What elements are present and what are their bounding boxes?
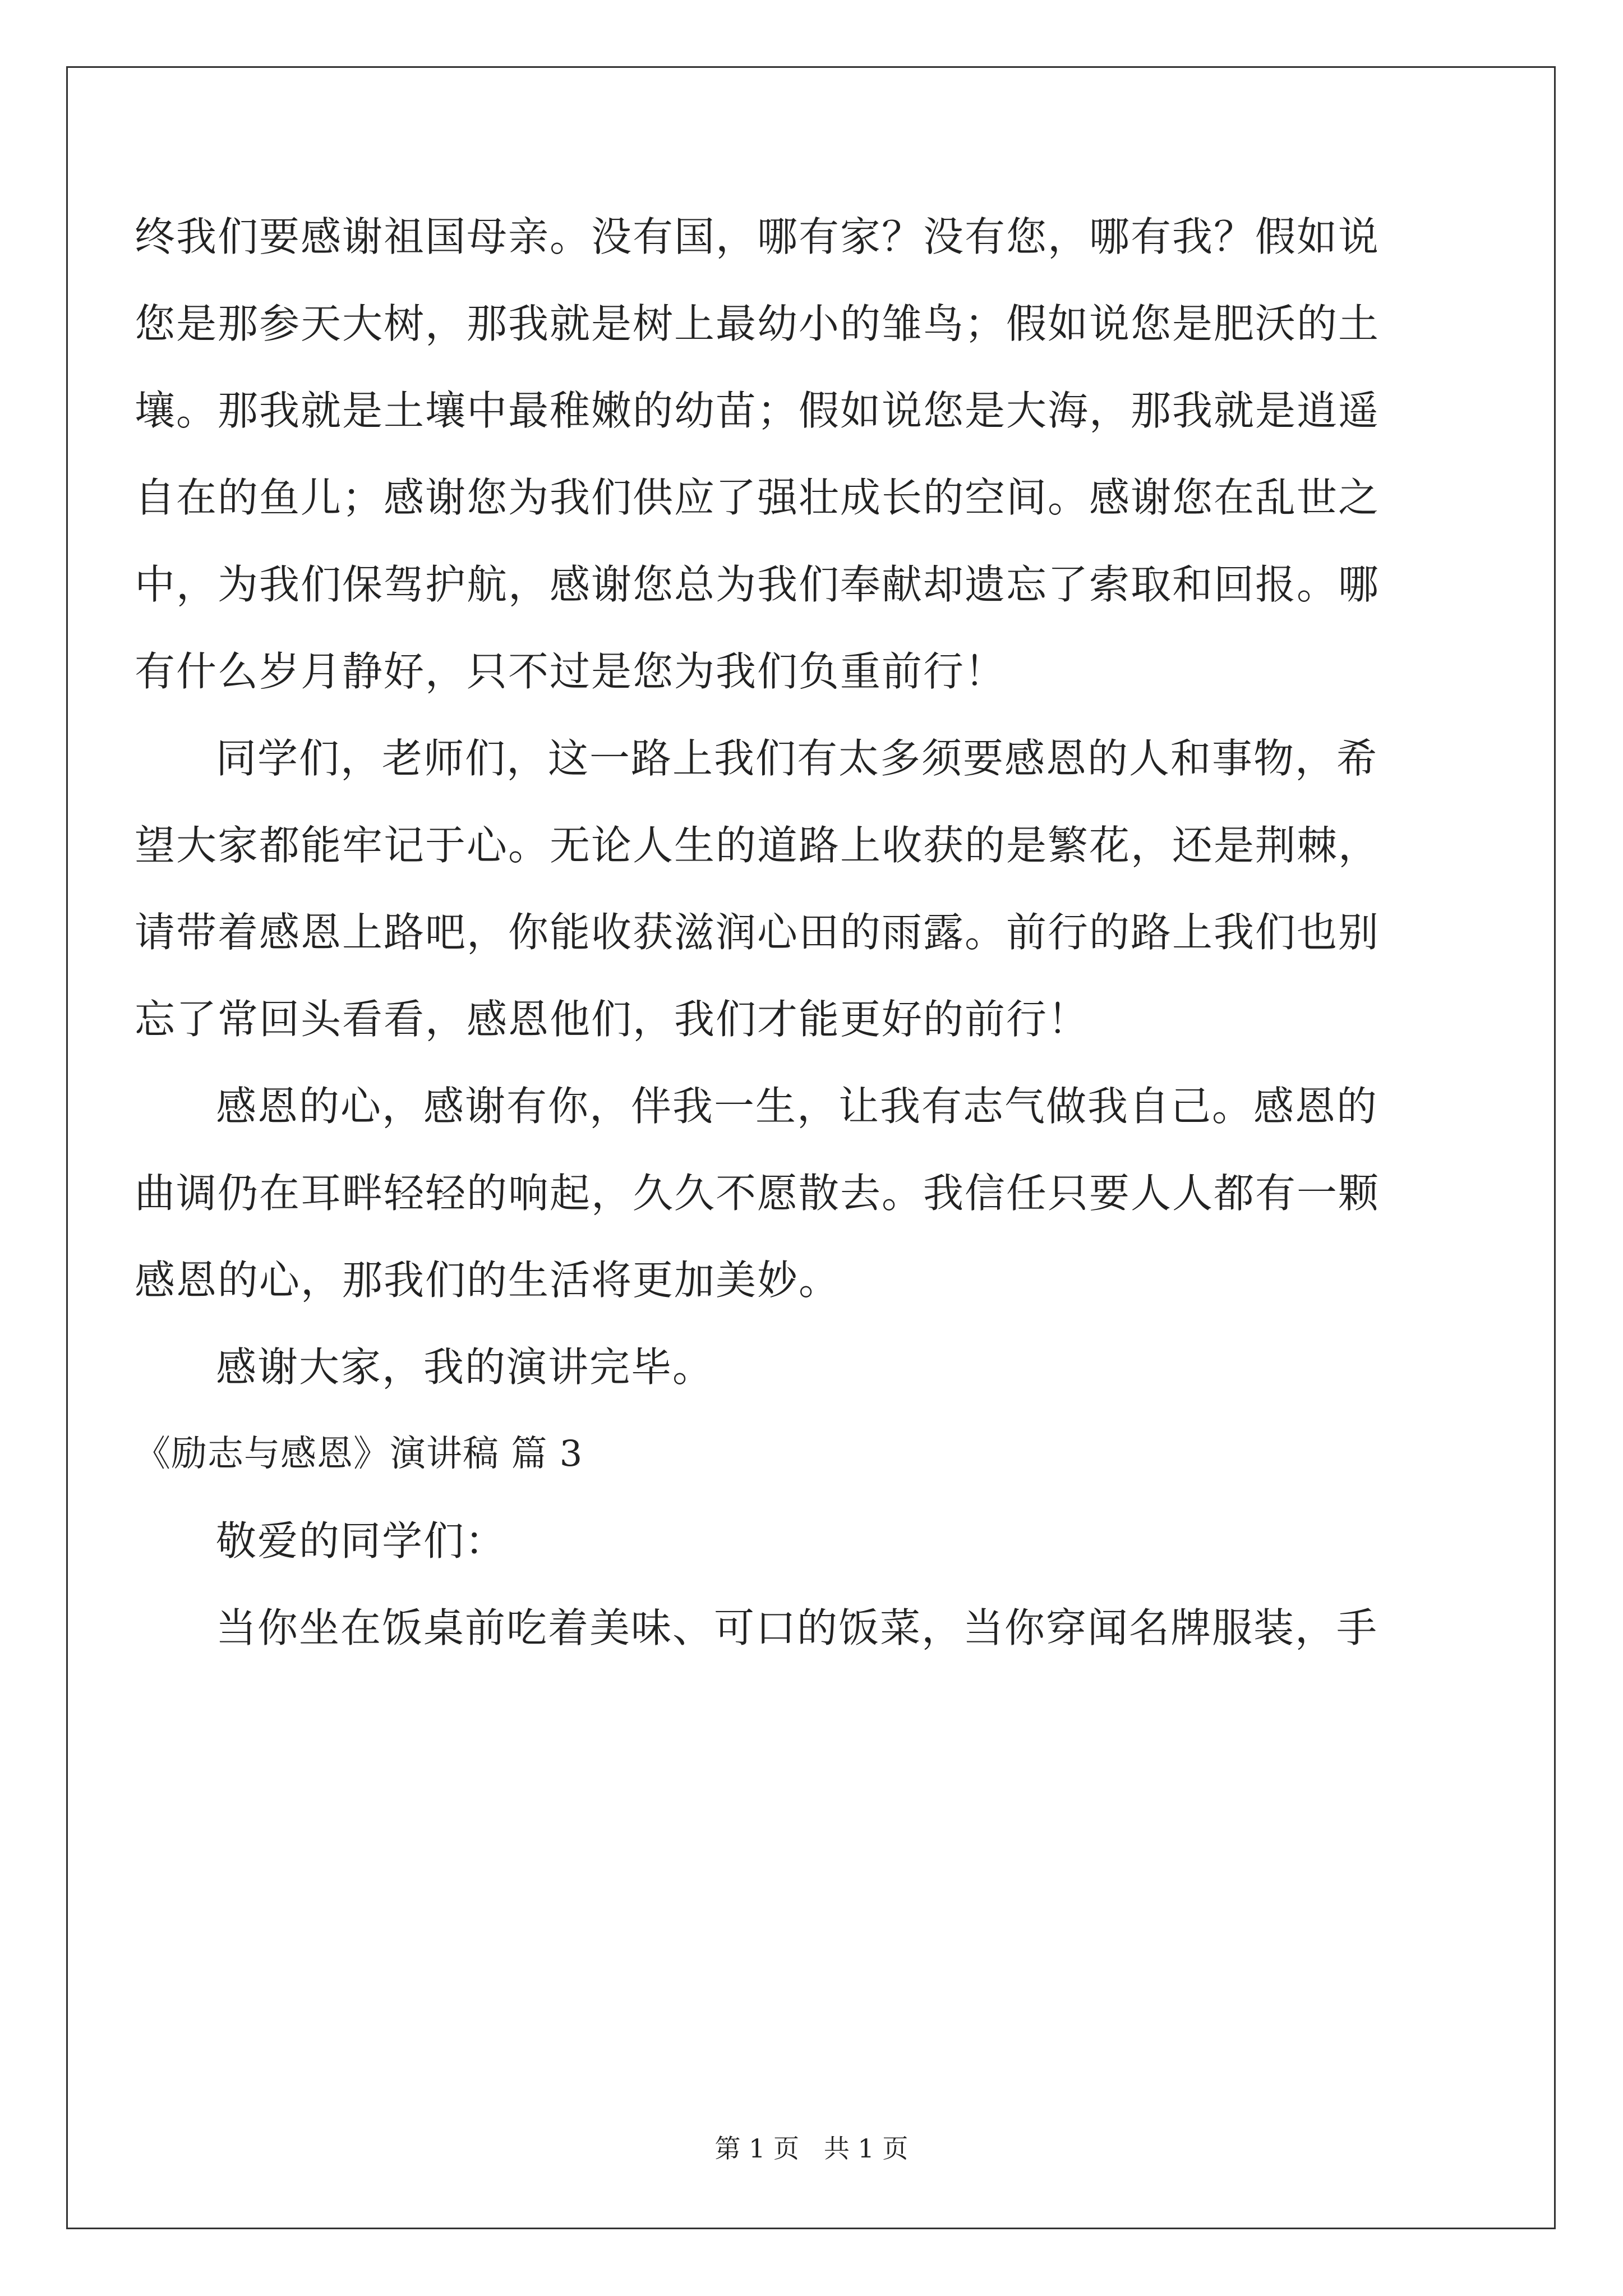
text-line: 感谢大家，我的演讲完毕。 xyxy=(216,1343,714,1391)
paragraph xyxy=(135,715,1424,1063)
page-footer: 第 1 页 共 1 页 xyxy=(714,2133,909,2164)
text-line: 曲调仍在耳畔轻轻的响起，久久不愿散去。我信任只要人人都有一颗 xyxy=(135,1170,1380,1217)
text-line: 敬爱的同学们： xyxy=(216,1517,507,1565)
text-line: 同学们，老师们，这一路上我们有太多须要感恩的人和事物，希 xyxy=(216,735,1378,782)
paragraph xyxy=(135,1585,1424,1672)
document-body xyxy=(135,194,1424,1672)
paragraph xyxy=(135,194,1424,715)
paragraph xyxy=(135,1063,1424,1324)
text-line: 终我们要感谢祖国母亲。没有国，哪有家？没有您，哪有我？假如说 xyxy=(135,213,1380,260)
text-line: 自在的鱼儿；感谢您为我们供应了强壮成长的空间。感谢您在乱世之 xyxy=(135,474,1380,521)
text-line: 望大家都能牢记于心。无论人生的道路上收获的是繁花，还是荆棘， xyxy=(135,822,1380,869)
text-line: 中，为我们保驾护航，感谢您总为我们奉献却遗忘了索取和回报。哪 xyxy=(135,561,1380,608)
text-line: 当你坐在饭桌前吃着美味、可口的饭菜，当你穿闻名牌服装，手 xyxy=(216,1604,1378,1651)
text-line: 壤。那我就是土壤中最稚嫩的幼苗；假如说您是大海，那我就是逍遥 xyxy=(135,387,1380,434)
text-line: 请带着感恩上路吧，你能收获滋润心田的雨露。前行的路上我们也别 xyxy=(135,909,1380,956)
text-line: 感恩的心，那我们的生活将更加美妙。 xyxy=(135,1257,841,1304)
text-line: 有什么岁月静好，只不过是您为我们负重前行！ xyxy=(135,648,1007,695)
paragraph xyxy=(135,1498,1424,1585)
text-line: 《励志与感恩》演讲稿 篇 3 xyxy=(135,1433,583,1475)
text-line: 感恩的心，感谢有你，伴我一生，让我有志气做我自己。感恩的 xyxy=(216,1083,1378,1130)
paragraph xyxy=(135,1324,1424,1411)
text-line: 忘了常回头看看，感恩他们，我们才能更好的前行！ xyxy=(135,996,1090,1043)
text-line: 您是那参天大树，那我就是树上最幼小的雏鸟；假如说您是肥沃的土 xyxy=(135,300,1380,347)
section-heading xyxy=(135,1411,1424,1498)
